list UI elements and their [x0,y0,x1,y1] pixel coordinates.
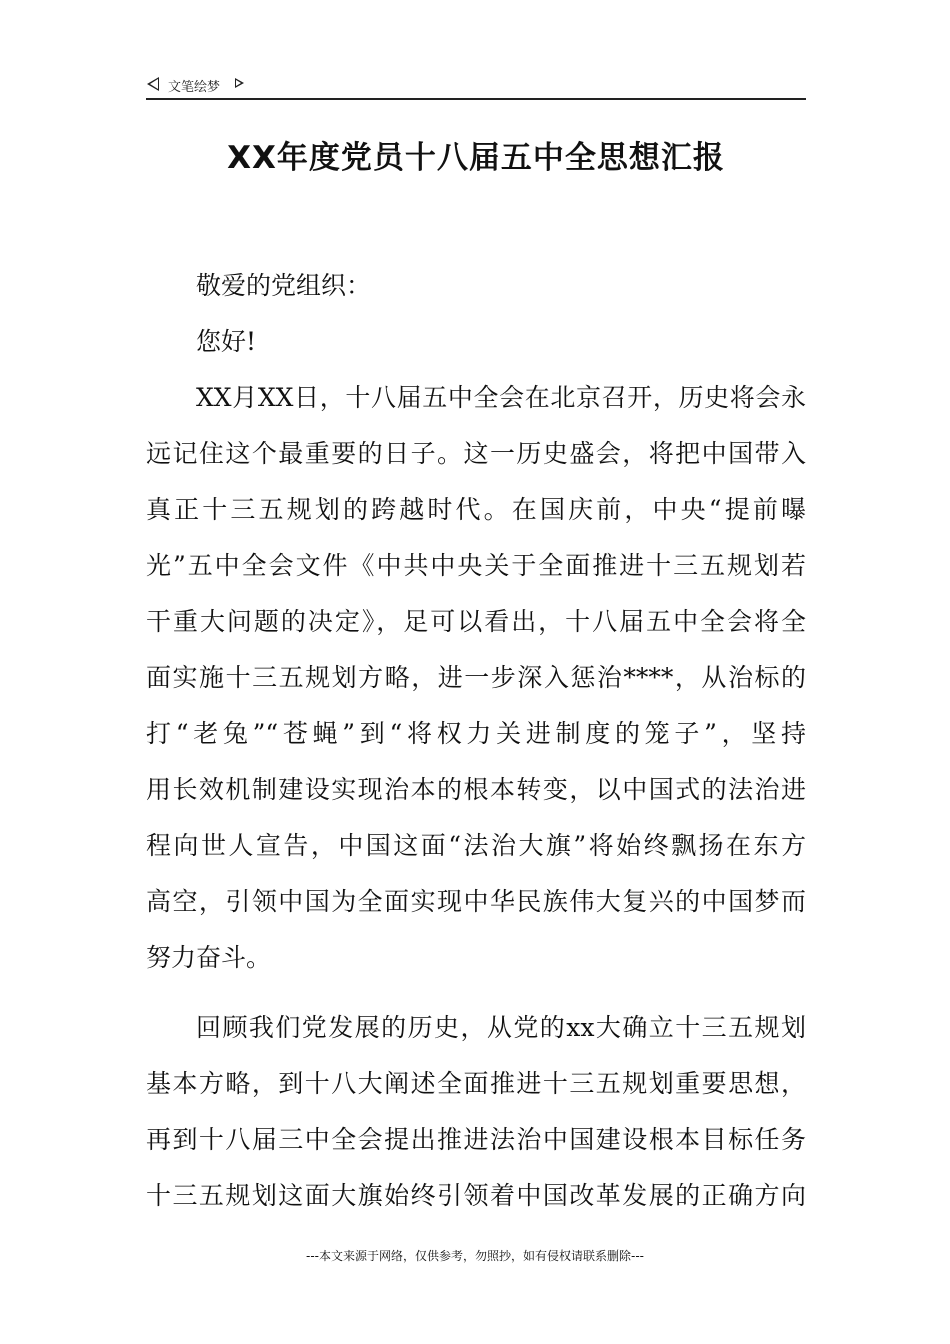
page-header [146,70,806,100]
header-brand: 文笔绘梦 [168,80,221,95]
paragraph-line: 基本方略，到十八大阐述全面推进十三五规划重要思想， [146,1069,806,1098]
paragraph-1 [146,370,806,986]
paragraph-line: 打“老兔”“苍蝇”到“将权力关进制度的笼子”，坚持 [146,719,806,748]
paragraph-line: 用长效机制建设实现治本的根本转变，以中国式的法治进 [146,775,806,804]
paragraph-line: 真正十三五规划的跨越时代。在国庆前，中央“提前曝 [146,495,806,524]
document-body [146,258,806,1224]
paragraph-2 [146,1000,806,1224]
paragraph-line: 再到十八届三中全会提出推进法治中国建设根本目标任务 [146,1125,806,1154]
paragraph-line: 高空，引领中国为全面实现中华民族伟大复兴的中国梦而 [146,887,806,916]
paragraph-line: 面实施十三五规划方略，进一步深入惩治****，从治标的 [146,663,806,692]
paragraph-line: 回顾我们党发展的历史，从党的xx大确立十三五规划 [196,1013,806,1042]
paragraph-line: 努力奋斗。 [146,943,272,972]
paragraph-line: 光”五中全会文件《中共中央关于全面推进十三五规划若 [146,551,806,580]
paragraph-line: 十三五规划这面大旗始终引领着中国改革发展的正确方向 [146,1181,806,1210]
triangle-left-icon [147,77,159,91]
salutation: 敬爱的党组织： [196,271,372,300]
footer-notice: ---本文来源于网络，仅供参考，勿照抄，如有侵权请联系删除--- [306,1249,644,1263]
greeting: 您好! [196,327,257,356]
triangle-right-icon [235,78,244,88]
paragraph-line: 程向世人宣告，中国这面“法治大旗”将始终飘扬在东方 [146,831,806,860]
paragraph-line: 远记住这个最重要的日子。这一历史盛会，将把中国带入 [146,439,806,468]
paragraph-line: 干重大问题的决定》，足可以看出，十八届五中全会将全 [146,607,806,636]
paragraph-line: XX月XX日，十八届五中全会在北京召开，历史将会永 [196,383,806,412]
document-title: XX年度党员十八届五中全思想汇报 [227,140,725,176]
